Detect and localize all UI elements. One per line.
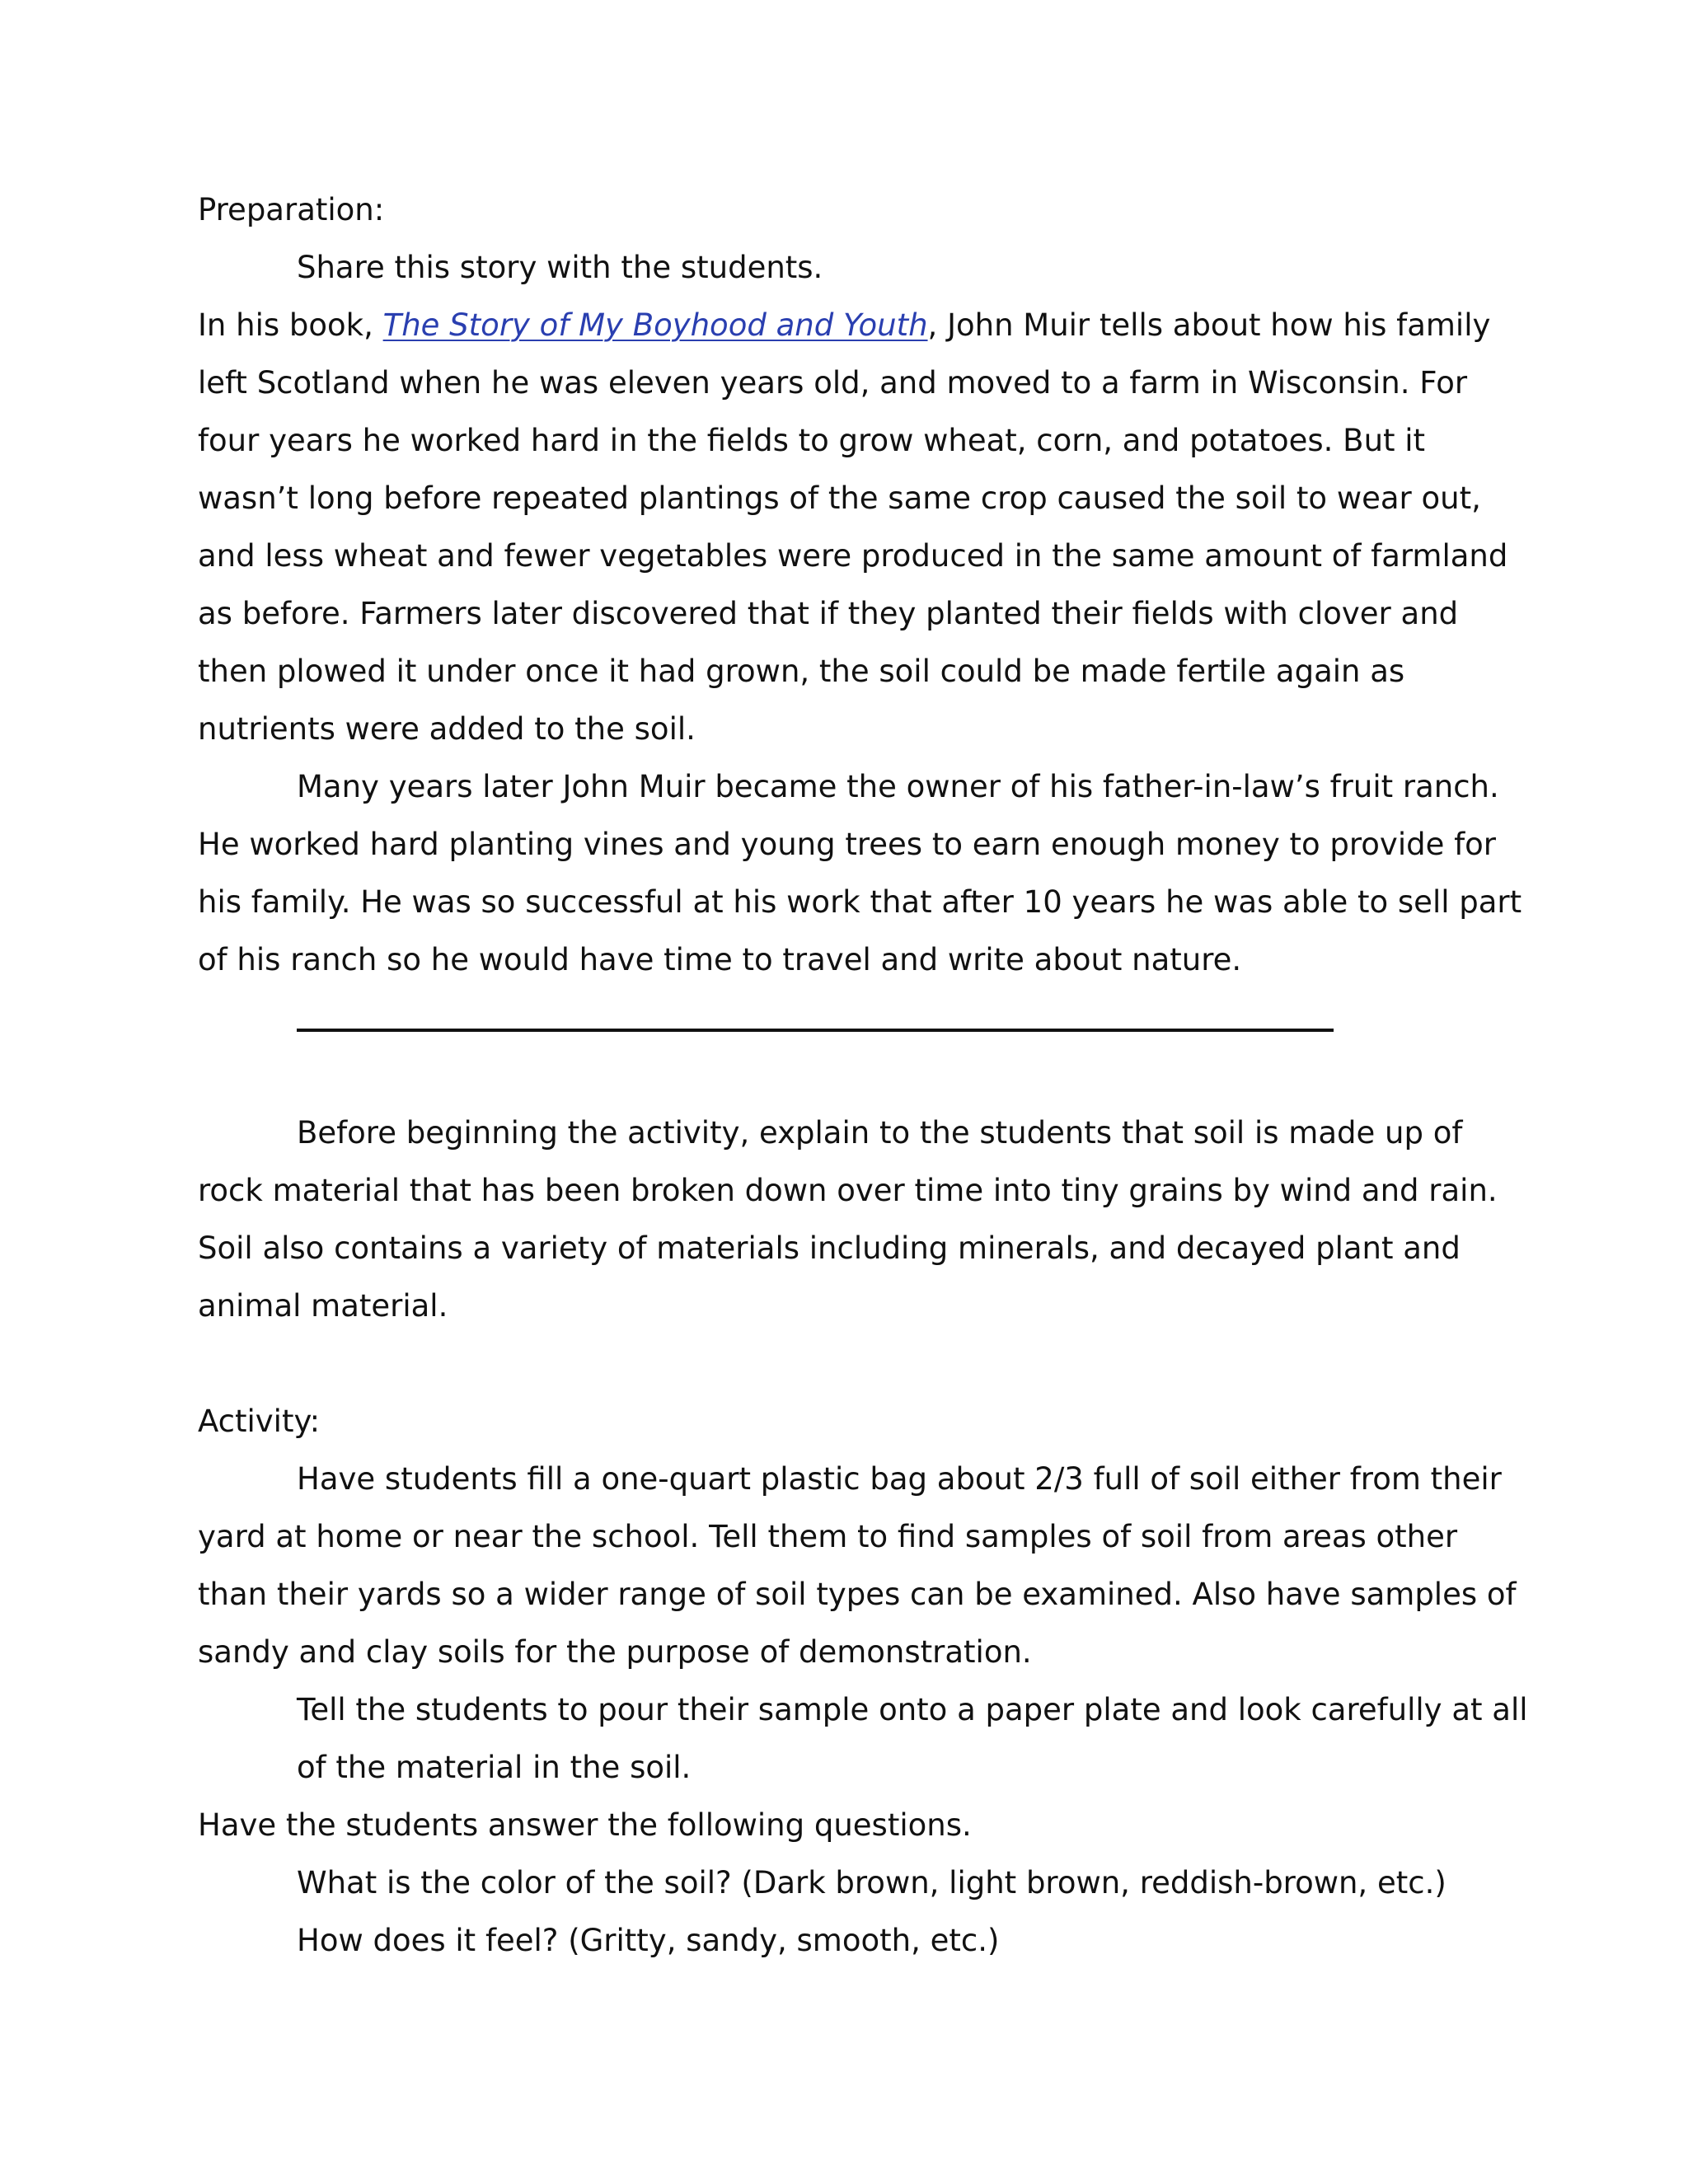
preparation-heading: Preparation:	[198, 192, 385, 227]
preparation-intro: Share this story with the students.	[297, 250, 823, 285]
paragraph-line: of his ranch so he would have time to travel and write about nature.	[198, 942, 1242, 977]
book-sentence-prefix: In his book,	[198, 307, 383, 343]
paragraph-line: of the material in the soil.	[297, 1750, 692, 1785]
paragraph-line: Before beginning the activity, explain to the students that soil is made up of	[297, 1115, 1463, 1151]
paragraph-line	[198, 297, 1490, 354]
paragraph-line: Many years later John Muir became the owner of his father-in-law’s fruit ranch.	[297, 769, 1499, 804]
activity-heading: Activity:	[198, 1404, 321, 1439]
paragraph-line: his family. He was so successful at his work that after 10 years he was able to sell part	[198, 884, 1522, 920]
paragraph-line: and less wheat and fewer vegetables were produced in the same amount of farmland	[198, 538, 1508, 574]
paragraph-line: left Scotland when he was eleven years old, and moved to a farm in Wisconsin. For	[198, 365, 1468, 401]
horizontal-rule	[297, 1029, 1334, 1032]
paragraph-line: as before. Farmers later discovered that if they planted their fields with clover and	[198, 596, 1459, 631]
paragraph-line: Soil also contains a variety of materials including minerals, and decayed plant and	[198, 1230, 1461, 1266]
paragraph-line: four years he worked hard in the fields to grow wheat, corn, and potatoes. But it	[198, 423, 1426, 458]
book-sentence-suffix: , John Muir tells about how his family	[927, 307, 1491, 343]
paragraph-line: than their yards so a wider range of soil types can be examined. Also have samples of	[198, 1577, 1517, 1612]
paragraph-line: rock material that has been broken down over time into tiny grains by wind and rain.	[198, 1173, 1498, 1208]
question-item: What is the color of the soil? (Dark brown, light brown, reddish-brown, etc.)	[297, 1865, 1447, 1900]
book-title-link[interactable]: The Story of My Boyhood and Youth	[382, 307, 928, 343]
paragraph-line: sandy and clay soils for the purpose of demonstration.	[198, 1634, 1032, 1670]
question-item: How does it feel? (Gritty, sandy, smooth, etc.)	[297, 1923, 1000, 1958]
paragraph-line: nutrients were added to the soil.	[198, 711, 696, 747]
paragraph-line: Have students fill a one-quart plastic bag about 2/3 full of soil either from their	[297, 1461, 1502, 1497]
paragraph-line: then plowed it under once it had grown, the soil could be made fertile again as	[198, 654, 1405, 689]
paragraph-line: Tell the students to pour their sample onto a paper plate and look carefully at all	[297, 1692, 1528, 1727]
paragraph-line: He worked hard planting vines and young trees to earn enough money to provide for	[198, 827, 1496, 862]
questions-intro: Have the students answer the following questions.	[198, 1807, 972, 1843]
paragraph-line: yard at home or near the school. Tell them to find samples of soil from areas other	[198, 1519, 1458, 1554]
paragraph-line: animal material.	[198, 1288, 448, 1324]
paragraph-line: wasn’t long before repeated plantings of the same crop caused the soil to wear out,	[198, 480, 1481, 516]
